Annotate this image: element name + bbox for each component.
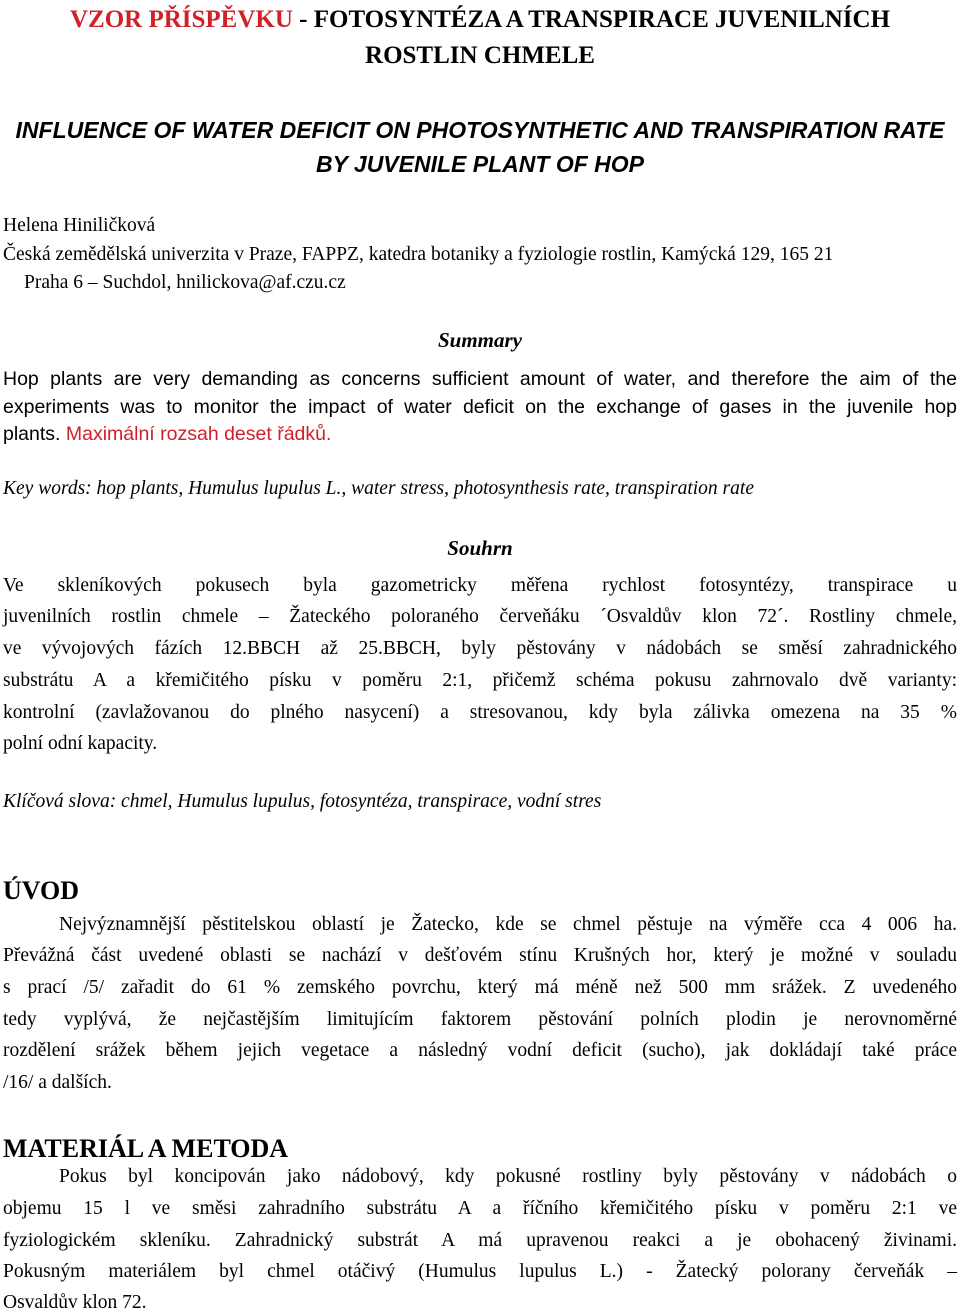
souhrn-line-1: Ve skleníkových pokusech byla gazometricky měřena rychlost fotosyntézy, transpirace u: [3, 575, 957, 596]
uvod-heading: ÚVOD: [3, 876, 80, 905]
uvod-line-3: s prací /5/ zařadit do 61 % zemského povrchu, který má méně než 500 mm srážek. Z uvedeného: [3, 977, 957, 998]
title-line-1: [0, 6, 960, 34]
uvod-line-2: Převážná část uvedené oblasti se nachází v dešťovém stínu Krušných hor, který je možné v souladu: [3, 945, 957, 966]
title-line-2: ROSTLIN CHMELE: [365, 42, 595, 69]
summary-note: Maximální rozsah deset řádků.: [60, 423, 332, 445]
summary-line-2: experiments was to monitor the impact of water deficit on the exchange of gases in the juvenile hop: [3, 396, 957, 418]
souhrn-line-2: juvenilních rostlin chmele – Žateckého poloraného červeňáku ´Osvaldův klon 72´. Rostliny chmele,: [3, 606, 957, 627]
summary-heading: Summary: [437, 328, 523, 352]
summary-line-3: [3, 423, 957, 446]
souhrn-line-3: ve vývojových fázích 12.BBCH až 25.BBCH, byly pěstovány v nádobách se směsí zahradnického: [3, 638, 957, 659]
souhrn-line-4: substrátu A a křemičitého písku v poměru 2:1, přičemž schéma pokusu zahrnovalo dvě varianty:: [3, 670, 957, 691]
summary-line-1: Hop plants are very demanding as concerns sufficient amount of water, and therefore the aim of the: [3, 368, 957, 390]
uvod-line-4: tedy vyplývá, že nejčastějším limitujícím faktorem pěstování polních plodin je nerovnoměrné: [3, 1009, 957, 1030]
metoda-line-3: fyziologickém skleníku. Zahradnický substrát A má upravenou reakci a je obohacený živinami.: [3, 1230, 957, 1251]
uvod-line-1: Nejvýznamnější pěstitelskou oblastí je Žatecko, kde se chmel pěstuje na výměře cca 4 006 ha.: [59, 914, 957, 935]
metoda-line-2: objemu 15 l ve směsi zahradního substrátu A a říčního křemičitého písku v poměru 2:1 ve: [3, 1198, 957, 1219]
english-title-line-2: BY JUVENILE PLANT OF HOP: [315, 151, 644, 177]
metoda-line-5: Osvaldův klon 72.: [3, 1292, 147, 1313]
metoda-line-4: Pokusným materiálem byl chmel otáčivý (Humulus lupulus L.) - Žatecký polorany červeňák –: [3, 1261, 957, 1282]
author-name: Helena Hiniličková: [3, 215, 156, 236]
affiliation-line-1: Česká zemědělská univerzita v Praze, FAPPZ, katedra botaniky a fyziologie rostlin, Kamýcká 129, 165 21: [3, 244, 834, 265]
template-label: VZOR PŘÍSPĚVKU: [69, 6, 293, 33]
souhrn-line-6: polní odní kapacity.: [3, 733, 158, 754]
metoda-line-1: Pokus byl koncipován jako nádobový, kdy pokusné rostliny byly pěstovány v nádobách o: [59, 1166, 957, 1187]
metoda-heading: MATERIÁL A METODA: [3, 1134, 289, 1163]
english-title-line-1: INFLUENCE OF WATER DEFICIT ON PHOTOSYNTHETIC AND TRANSPIRATION RATE: [15, 117, 945, 143]
title-main-1: - FOTOSYNTÉZA A TRANSPIRACE JUVENILNÍCH: [292, 6, 891, 33]
summary-line-3-text: plants.: [3, 423, 61, 445]
uvod-line-6: /16/ a dalších.: [3, 1072, 112, 1093]
uvod-line-5: rozdělení srážek během jejich vegetace a následný vodní deficit (sucho), jak dokládají také práce: [3, 1040, 957, 1061]
affiliation-line-2: Praha 6 – Suchdol, hnilickova@af.czu.cz: [24, 272, 346, 293]
souhrn-keywords: Klíčová slova: chmel, Humulus lupulus, fotosyntéza, transpirace, vodní stres: [3, 791, 602, 812]
summary-keywords: Key words: hop plants, Humulus lupulus L., water stress, photosynthesis rate, transpiration rate: [3, 478, 754, 499]
souhrn-heading: Souhrn: [447, 536, 513, 560]
souhrn-line-5: kontrolní (zavlažovanou do plného nasycení) a stresovanou, kdy byla zálivka omezena na 35 %: [3, 702, 957, 723]
